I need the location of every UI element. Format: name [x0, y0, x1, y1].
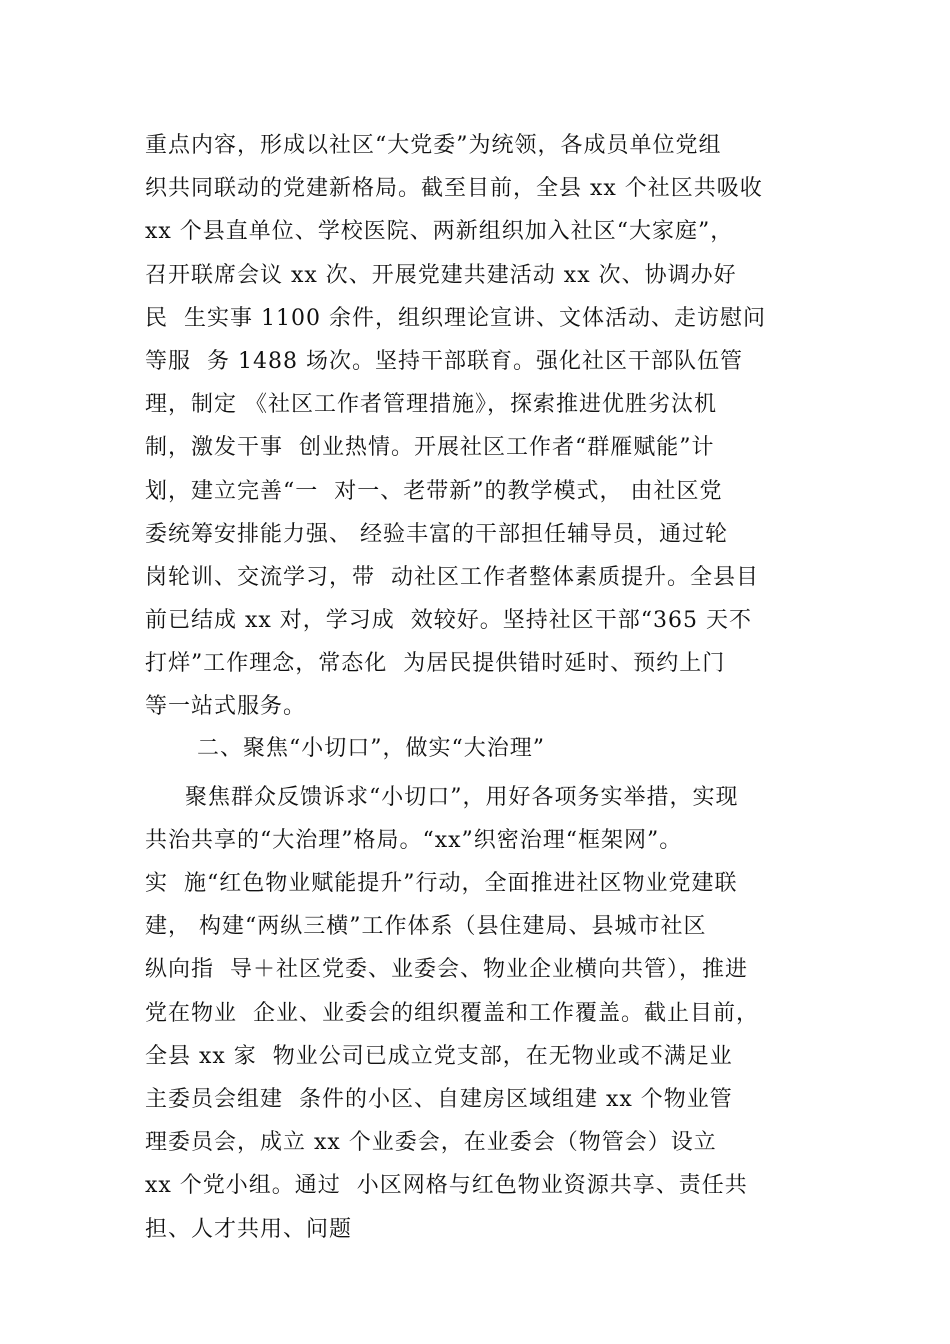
text-line: 打烊”工作理念，常态化 为居民提供错时延时、预约上门 — [145, 651, 726, 677]
text-line: 等服 务 1488 场次。坚持干部联育。强化社区干部队伍管 — [145, 348, 743, 374]
text-line: 前已结成 xx 对，学习成 效较好。坚持社区干部“365 天不 — [145, 608, 753, 634]
body-text — [145, 124, 815, 1251]
text-line: 理，制定 《社区工作者管理措施》，探索推进优胜劣汰机 — [145, 392, 717, 418]
text-line: 担、人才共用、问题 — [145, 1216, 353, 1242]
text-line: 聚焦群众反馈诉求“小切口”，用好各项务实举措，实现 — [185, 784, 739, 810]
text-line: 召开联席会议 xx 次、开展党建共建活动 xx 次、协调办好 — [145, 262, 737, 288]
text-line: 制，激发干事 创业热情。开展社区工作者“群雁赋能”计 — [145, 435, 715, 461]
text-line: xx 个县直单位、学校医院、两新组织加入社区“大家庭”， — [145, 219, 734, 245]
text-line: 重点内容，形成以社区“大党委”为统领，各成员单位党组 — [145, 133, 722, 158]
text-line: xx 个党小组。通过 小区网格与红色物业资源共享、责任共 — [145, 1173, 748, 1199]
text-line: 委统筹安排能力强、 经验丰富的干部担任辅导员，通过轮 — [145, 521, 728, 547]
text-line: 织共同联动的党建新格局。截至目前，全县 xx 个社区共吸收 — [145, 176, 763, 202]
text-line: 民 生实事 1100 余件，组织理论宣讲、文体活动、走访慰问 — [145, 305, 766, 331]
section-heading: 二、聚焦“小切口”，做实“大治理” — [197, 735, 545, 761]
text-line: 实 施“红色物业赋能提升”行动，全面推进社区物业党建联 — [145, 871, 738, 896]
text-line: 党在物业 企业、业委会的组织覆盖和工作覆盖。截止目前， — [145, 1000, 759, 1026]
text-line: 建， 构建“两纵三横”工作体系（县住建局、县城市社区 — [145, 914, 707, 940]
text-line: 理委员会，成立 xx 个业委会，在业委会（物管会）设立 — [145, 1130, 717, 1156]
text-line: 划，建立完善“一 对一、老带新”的教学模式， 由社区党 — [145, 478, 723, 504]
text-line: 全县 xx 家 物业公司已成立党支部，在无物业或不满足业 — [145, 1043, 733, 1069]
text-line: 主委员会组建 条件的小区、自建房区域组建 xx 个物业管 — [145, 1086, 733, 1112]
text-line: 共治共享的“大治理”格局。“xx”织密治理“框架网”。 — [145, 827, 683, 853]
text-line: 等一站式服务。 — [145, 694, 307, 720]
text-line: 纵向指 导＋社区党委、业委会、物业企业横向共管），推进 — [145, 957, 748, 983]
text-line: 岗轮训、交流学习，带 动社区工作者整体素质提升。全县目 — [145, 564, 759, 590]
